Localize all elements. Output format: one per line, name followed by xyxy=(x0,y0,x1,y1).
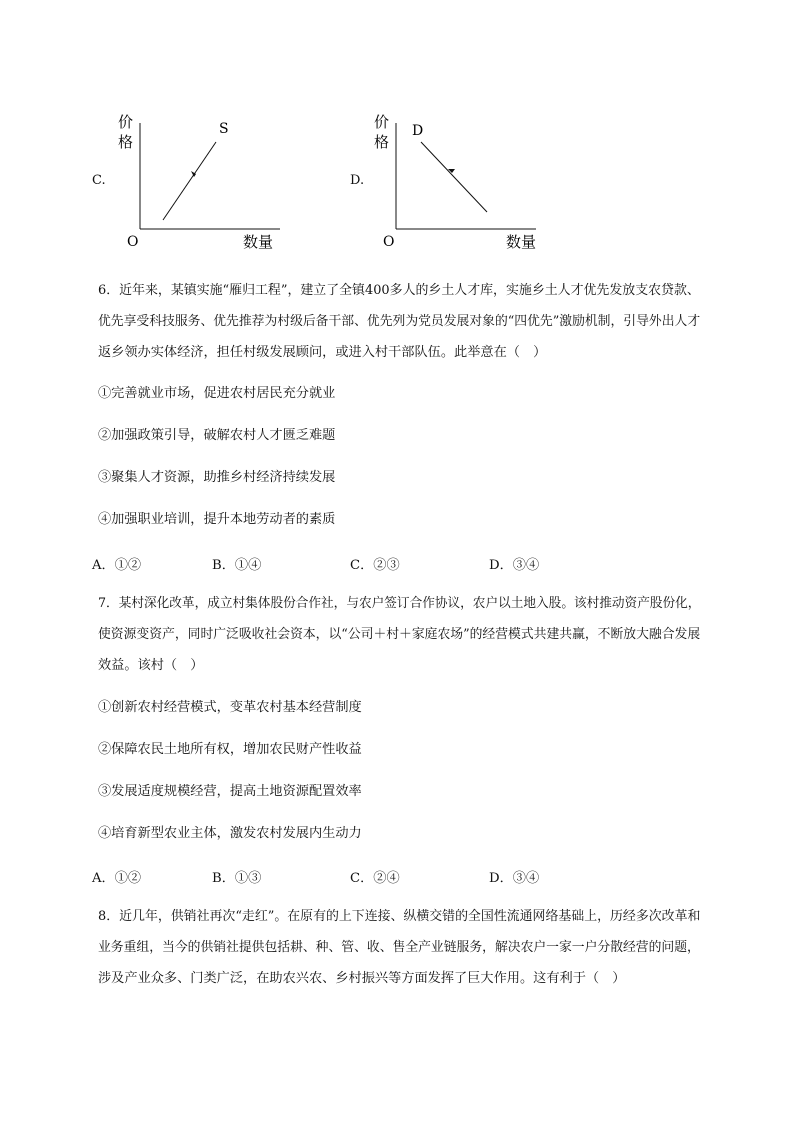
graph-d-ylabel-1: 价 xyxy=(374,113,390,131)
question-7-stem-line-1: 7．某村深化改革，成立村集体股份合作社，与农户签订合作协议，农户以土地入股。该村推动资产股份化， xyxy=(98,596,701,611)
question-6-answer-d: D．③④ xyxy=(489,558,540,573)
graph-d-xlabel: 数量 xyxy=(506,233,537,251)
question-6-stem-line-3: 返乡领办实体经济，担任村级发展顾问，或进入村干部队伍。此举意在（ ） xyxy=(98,345,547,360)
question-7-statement-1: ①创新农村经营模式，变革农村基本经营制度 xyxy=(98,700,362,715)
question-6-statement-1: ①完善就业市场，促进农村居民充分就业 xyxy=(98,386,336,401)
question-7-stem-line-2: 使资源变资产，同时广泛吸收社会资本，以“公司＋村＋家庭农场”的经营模式共建共赢，不断放大融合发展 xyxy=(98,627,701,642)
supply-graph xyxy=(110,105,290,255)
supply-curve xyxy=(163,142,216,220)
option-c-label: C. xyxy=(92,173,106,188)
question-7-answer-b: B．①③ xyxy=(212,871,262,886)
question-8-stem-line-1: 8．近几年，供销社再次“走红”。在原有的上下连接、纵横交错的全国性流通网络基础上，历经多次改革和 xyxy=(98,909,701,924)
question-6-statement-4: ④加强职业培训，提升本地劳动者的素质 xyxy=(98,512,336,527)
question-7-stem-line-3: 效益。该村（ ） xyxy=(98,658,204,673)
question-7-answer-d: D．③④ xyxy=(489,871,540,886)
question-7-answer-c: C．②④ xyxy=(350,871,400,886)
question-7-answer-a: A．①② xyxy=(92,871,142,886)
option-d-label: D. xyxy=(350,173,365,188)
supply-curve-label: S xyxy=(219,121,229,137)
question-8-stem-line-3: 涉及产业众多、门类广泛，在助农兴农、乡村振兴等方面发挥了巨大作用。这有利于（ ） xyxy=(98,971,626,986)
question-7-statement-2: ②保障农民土地所有权，增加农民财产性收益 xyxy=(98,742,362,757)
graph-c-ylabel-1: 价 xyxy=(118,113,134,131)
demand-curve-label: D xyxy=(412,123,424,139)
question-8-stem-line-2: 业务重组，当今的供销社提供包括耕、种、管、收、售全产业链服务，解决农户一家一户分散经营的问题， xyxy=(98,940,700,955)
question-7-statement-4: ④培育新型农业主体，激发农村发展内生动力 xyxy=(98,826,362,841)
question-6-answer-a: A．①② xyxy=(92,558,142,573)
question-6-stem-line-1: 6．近年来，某镇实施“雁归工程”，建立了全镇400多人的乡土人才库，实施乡土人才优先发放支农贷款、 xyxy=(98,283,700,298)
question-6-answer-b: B．①④ xyxy=(212,558,262,573)
question-6-statement-2: ②加强政策引导，破解农村人才匮乏难题 xyxy=(98,428,336,443)
question-6-answer-c: C．②③ xyxy=(350,558,400,573)
graph-c-origin: O xyxy=(127,234,139,250)
demand-graph xyxy=(366,105,546,255)
demand-curve xyxy=(421,142,487,212)
graph-c-ylabel-2: 格 xyxy=(118,133,134,151)
question-6-statement-3: ③聚集人才资源，助推乡村经济持续发展 xyxy=(98,470,336,485)
question-7-statement-3: ③发展适度规模经营，提高土地资源配置效率 xyxy=(98,784,362,799)
graph-c-xlabel: 数量 xyxy=(243,233,274,251)
question-6-stem-line-2: 优先享受科技服务、优先推荐为村级后备干部、优先列为党员发展对象的“四优先”激励机制，引导外出人才 xyxy=(98,314,701,329)
graph-d-ylabel-2: 格 xyxy=(374,133,390,151)
graph-d-origin: O xyxy=(383,234,395,250)
